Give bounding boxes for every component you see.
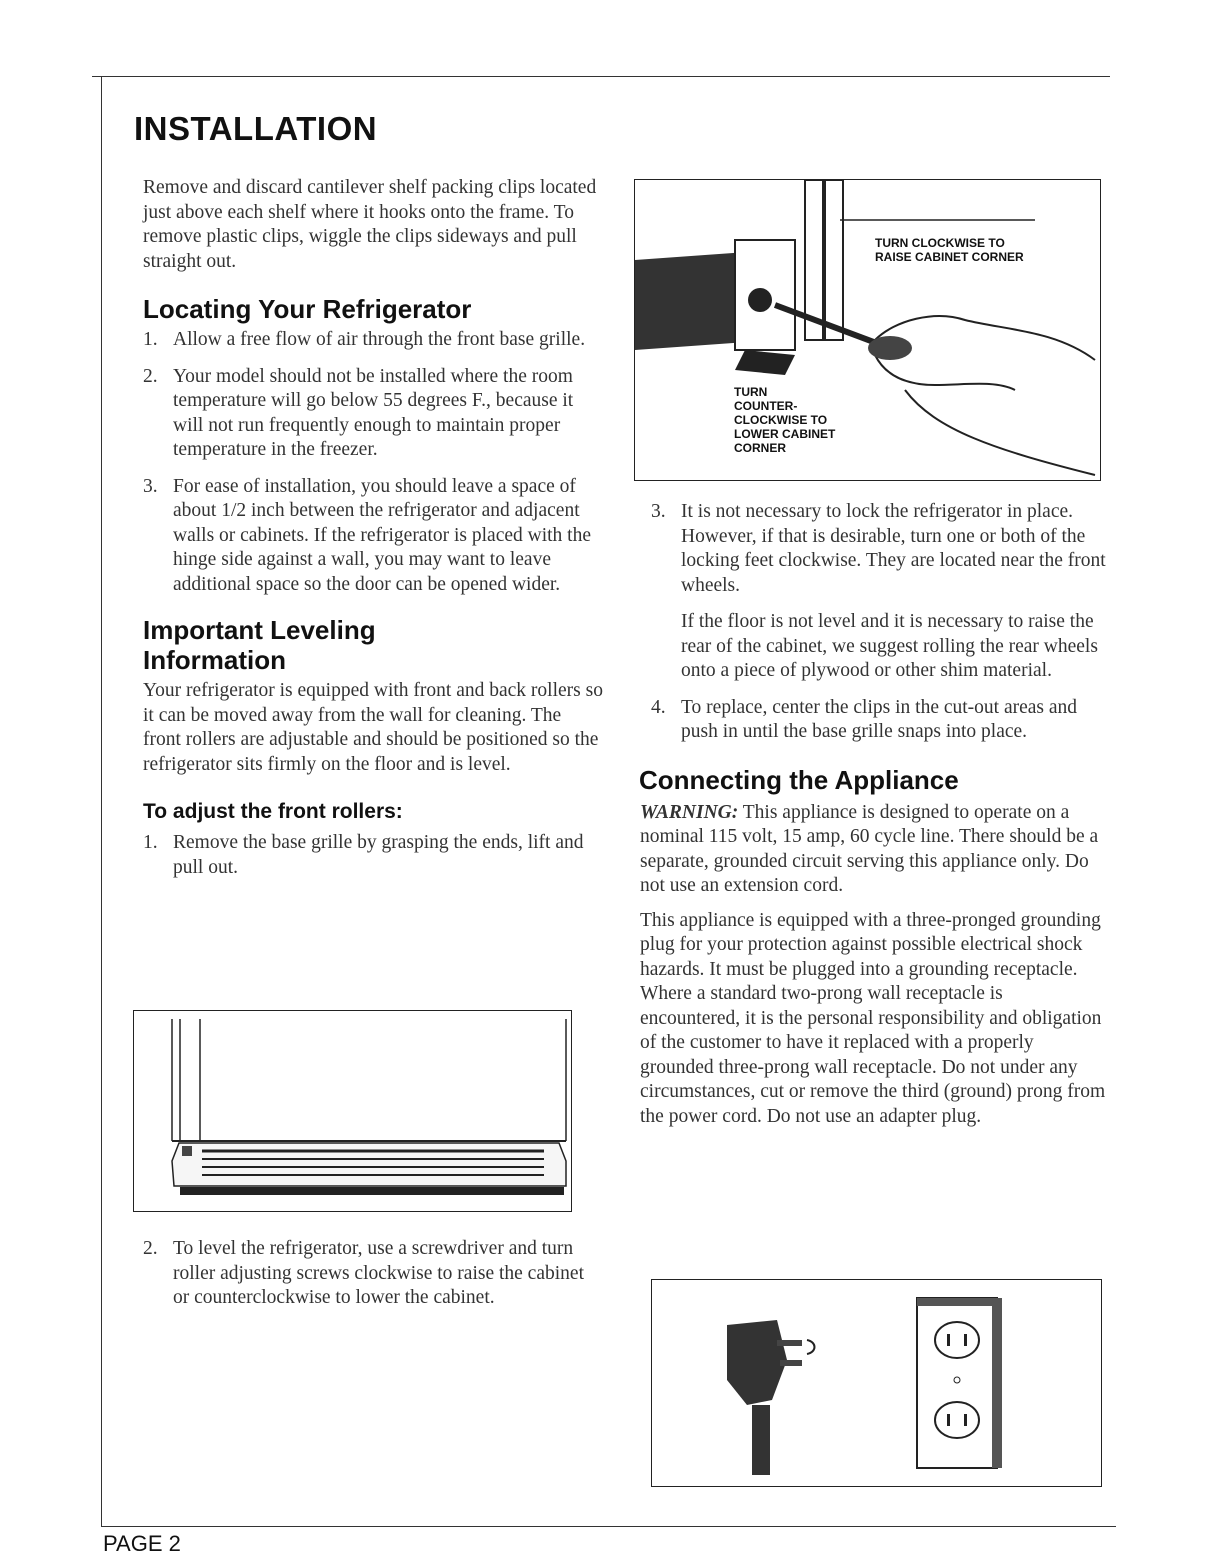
base-grille-figure bbox=[133, 1010, 572, 1212]
right-column bbox=[639, 500, 1106, 1129]
plug-outlet-figure bbox=[651, 1279, 1102, 1487]
locating-heading: Locating Your Refrigerator bbox=[143, 294, 472, 324]
adjust-item-2-block bbox=[143, 1237, 603, 1311]
right-item-4: 4. To replace, center the clips in the cut-out areas and push in until the base grille snaps into place. bbox=[651, 696, 1078, 742]
intro-paragraph: Remove and discard cantilever shelf packing clips located just above each shelf where it hooks onto the frame. To remove plastic clips, wiggle the clips sideways and pull straight out. bbox=[143, 177, 597, 272]
leveling-heading: Important Leveling Information bbox=[143, 615, 376, 675]
page-number: PAGE 2 bbox=[103, 1531, 181, 1556]
right-item-3: 3. It is not necessary to lock the refrigerator in place. However, if that is desirable, turn one or both of the locking feet clockwise. They are located near the front wheels. bbox=[651, 501, 1106, 596]
right-floor-paragraph: If the floor is not level and it is necessary to raise the rear of the cabinet, we suggest rolling the rear wheels onto a piece of plywood or other shim material. bbox=[681, 611, 1098, 681]
locating-item-1: 1. Allow a free flow of air through the front base grille. bbox=[143, 329, 586, 350]
roller-adjust-figure bbox=[634, 179, 1101, 481]
grounding-paragraph: This appliance is equipped with a three-pronged grounding plug for your protection against possible electrical shock hazards. It must be plugged into a grounding receptacle. Where a standard two-prong wall receptacle is encountered, it is the personal responsibility and obligation of the customer to have it replaced with a properly grounded three-prong wall receptacle. Do not under any circumstances, cut or remove the third (ground) prong from the power cord. Do not use an adapter plug. bbox=[640, 909, 1106, 1127]
base-grille-illustration bbox=[134, 1011, 571, 1211]
adjust-item-2: 2. To level the refrigerator, use a screwdriver and turn roller adjusting screws clockwise to raise the cabinet or counterclockwise to lower the cabinet. bbox=[143, 1238, 584, 1308]
raise-cabinet-label: TURN CLOCKWISE TO RAISE CABINET CORNER bbox=[875, 236, 1024, 264]
top-rule bbox=[92, 76, 1110, 77]
warning-label: WARNING: bbox=[640, 801, 739, 823]
locating-item-3: 3. For ease of installation, you should leave a space of about 1/2 inch between the refrigerator and adjacent walls or cabinets. If the refrigerator is placed with the hinge side against a wall, you may want to leave additional space so the door can be opened wider. bbox=[143, 475, 592, 595]
locating-list bbox=[143, 328, 603, 597]
bottom-rule bbox=[101, 1526, 1116, 1527]
page-title: INSTALLATION bbox=[134, 110, 378, 147]
adjust-rollers-subheading: To adjust the front rollers: bbox=[143, 800, 403, 823]
warning-paragraph: WARNING: This appliance is designed to operate on a nominal 115 volt, 15 amp, 60 cycle line. There should be a separate, grounded circuit serving this appliance only. Do not use an extension cord. bbox=[640, 801, 1099, 896]
connecting-heading: Connecting the Appliance bbox=[639, 764, 959, 795]
plug-outlet-illustration bbox=[652, 1280, 1101, 1486]
roller-adjust-illustration bbox=[635, 180, 1100, 480]
leveling-paragraph: Your refrigerator is equipped with front and back rollers so it can be moved away from the wall for cleaning. The front rollers are adjustable and should be positioned so the refrigerator sits firmly on the floor and is level. bbox=[143, 680, 603, 775]
left-column bbox=[143, 176, 603, 880]
lower-cabinet-label: TURN COUNTER- CLOCKWISE TO LOWER CABINET CORNER bbox=[734, 385, 836, 455]
adjust-item-1: 1. Remove the base grille by grasping the ends, lift and pull out. bbox=[143, 832, 584, 878]
left-rule bbox=[101, 76, 102, 1526]
locating-item-2: 2. Your model should not be installed where the room temperature will go below 55 degrees F., because it will not run frequently enough to maintain proper temperature in the freezer. bbox=[143, 365, 574, 460]
